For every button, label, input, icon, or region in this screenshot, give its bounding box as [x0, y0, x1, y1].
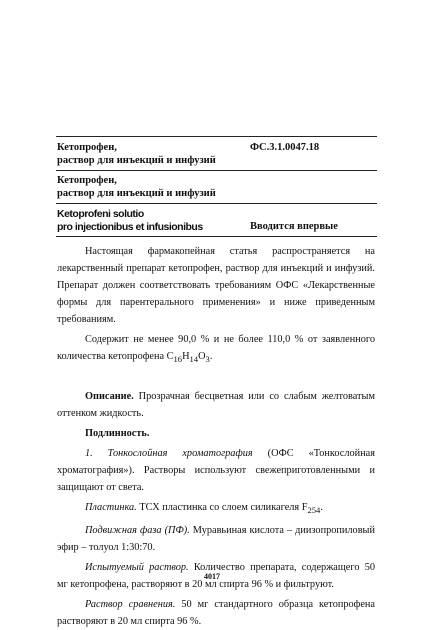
tlc-paragraph	[57, 445, 375, 496]
reference-solution-text: 50 мг стандартного образца кетопрофена растворяют в 20 мл спирта 96 %.	[57, 599, 375, 628]
formula-h-subscript: 14	[189, 354, 199, 365]
monograph-subtitle-ru: раствор для инъекций и инфузий	[57, 155, 216, 166]
page-number: 4017	[204, 572, 220, 581]
tlc-label: 1. Тонкослойная хроматография	[85, 448, 253, 460]
mobile-phase-label: Подвижная фаза (ПФ).	[85, 525, 190, 537]
plate-text: ТСХ пластинка со слоем силикагеля F	[136, 502, 308, 514]
plate-end: .	[320, 502, 323, 514]
mobile-phase-text: Муравьиная кислота – диизопропиловый эфир – толуол 1:30:70.	[57, 525, 375, 554]
monograph-title-ru: Кетопрофен,	[57, 142, 117, 153]
formula-o-subscript: 3	[205, 354, 210, 365]
content-text: Содержит не менее 90,0 % и не более 110,0 % от заявленного количества кетопрофена C	[57, 334, 375, 362]
intro-paragraph: Настоящая фармакопейная статья распространяется на лекарственный препарат кетопрофен, раствор для инъекций и инфузий. Препарат должен соответствовать требованиям ОФС «Лекарственные формы для парентерального применения» и ниже приведенным требованиям.	[57, 246, 375, 325]
authenticity-heading	[57, 425, 375, 442]
monograph-code: ФС.3.1.0047.18	[250, 142, 320, 153]
plate-subscript: 254	[307, 505, 321, 516]
description-label: Описание.	[85, 391, 134, 403]
formula-end: .	[209, 351, 213, 362]
content-paragraph	[57, 331, 375, 368]
reference-solution-label: Раствор сравнения.	[85, 599, 176, 611]
monograph-title-latin: Ketoprofeni solutio	[57, 208, 144, 220]
description-text: Прозрачная бесцветная или со слабым желтоватым оттенком жидкость.	[57, 391, 375, 420]
monograph-subtitle-latin: pro injectionibus et infusionibus	[57, 221, 203, 233]
status-label: Вводится впервые	[250, 221, 338, 232]
header-bottom-rule	[56, 236, 377, 237]
header-mid-rule-1	[56, 170, 377, 171]
plate-paragraph	[57, 499, 375, 519]
test-solution-label: Испытуемый раствор.	[85, 562, 189, 574]
authenticity-label: Подлинность.	[85, 428, 150, 440]
description-paragraph	[57, 388, 375, 422]
plate-label: Пластинка.	[85, 502, 137, 514]
header-mid-rule-2	[56, 203, 377, 204]
monograph-subtitle-ru-2: раствор для инъекций и инфузий	[57, 188, 216, 199]
header-top-rule	[56, 136, 377, 137]
mobile-phase-paragraph	[57, 522, 375, 556]
test-solution-text: Количество препарата, содержащего 50 мг кетопрофена, растворяют в 20 мл спирта 96 % и фильтруют.	[57, 562, 375, 591]
reference-solution-paragraph	[57, 596, 375, 630]
formula-o: O	[198, 351, 206, 362]
formula-c-subscript: 16	[173, 354, 183, 365]
formula-h: H	[182, 351, 190, 362]
monograph-title-ru-2: Кетопрофен,	[57, 175, 117, 186]
tlc-text: (ОФС «Тонкослойная хроматография»). Растворы используют свежеприготовленными и защищают от света.	[57, 448, 375, 494]
